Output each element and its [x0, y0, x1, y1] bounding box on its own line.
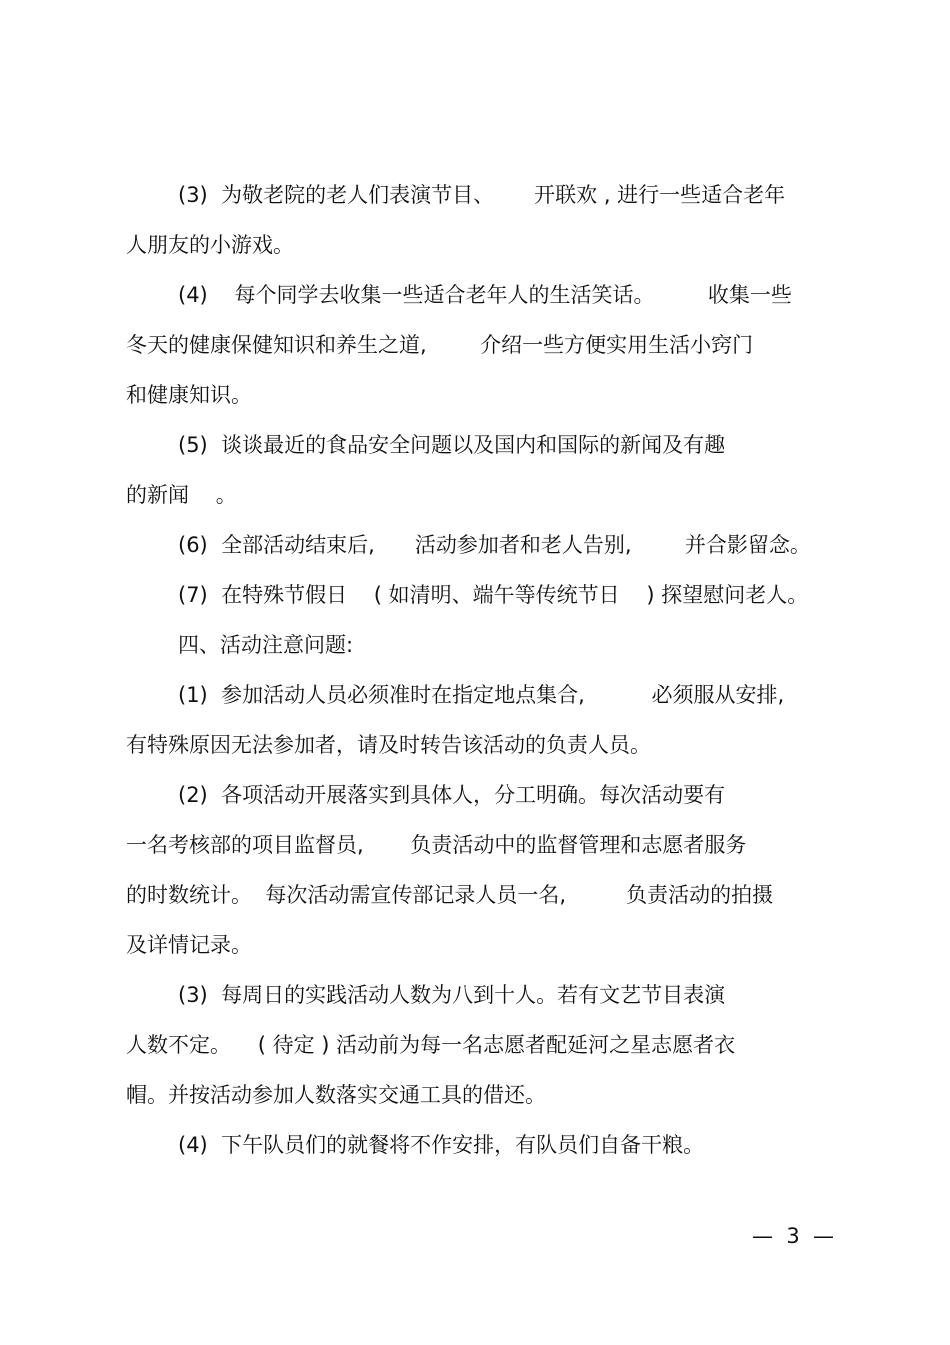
text-line: 冬天的健康保健知识和养生之道, 介绍一些方便实用生活小窍门	[126, 333, 754, 357]
text-line: 帽。并按活动参加人数落实交通工具的借还。	[126, 1083, 546, 1107]
text-line: (6) 全部活动结束后, 活动参加者和老人告别, 并合影留念。	[178, 533, 811, 557]
text-line: (7) 在特殊节假日 ( 如清明、端午等传统节日 ) 探望慰问老人。	[178, 583, 809, 607]
text-line: (4) 下午队员们的就餐将不作安排，有队员们自备干粮。	[178, 1133, 705, 1157]
text-line: 及详情记录。	[126, 933, 252, 957]
section-heading: 四、活动注意问题:	[178, 633, 354, 657]
text-line: 的新闻 。	[126, 483, 237, 507]
text-line: (3) 每周日的实践活动人数为八到十人。若有文艺节目表演	[178, 983, 726, 1007]
text-line: 和健康知识。	[126, 383, 252, 407]
text-line: (2) 各项活动开展落实到具体人，分工明确。每次活动要有	[178, 783, 726, 807]
page-number: — 3 —	[752, 1224, 835, 1248]
text-line: 有特殊原因无法参加者，请及时转告该活动的负责人员。	[126, 733, 651, 757]
text-line: 人数不定。 ( 待定 ) 活动前为每一名志愿者配延河之星志愿者衣	[126, 1033, 736, 1057]
text-line: 一名考核部的项目监督员, 负责活动中的监督管理和志愿者服务	[126, 833, 747, 857]
text-line: 人朋友的小游戏。	[126, 233, 294, 257]
text-line: (1) 参加活动人员必须准时在指定地点集合, 必须服从安排,	[178, 683, 785, 707]
text-line: (3) 为敬老院的老人们表演节目、 开联欢 , 进行一些适合老年	[178, 183, 786, 207]
text-line: (5) 谈谈最近的食品安全问题以及国内和国际的新闻及有趣	[178, 433, 726, 457]
text-line: (4) 每个同学去收集一些适合老年人的生活笑话。 收集一些	[178, 283, 792, 307]
text-line: 的时数统计。 每次活动需宣传部记录人员一名, 负责活动的拍摄	[126, 883, 774, 907]
